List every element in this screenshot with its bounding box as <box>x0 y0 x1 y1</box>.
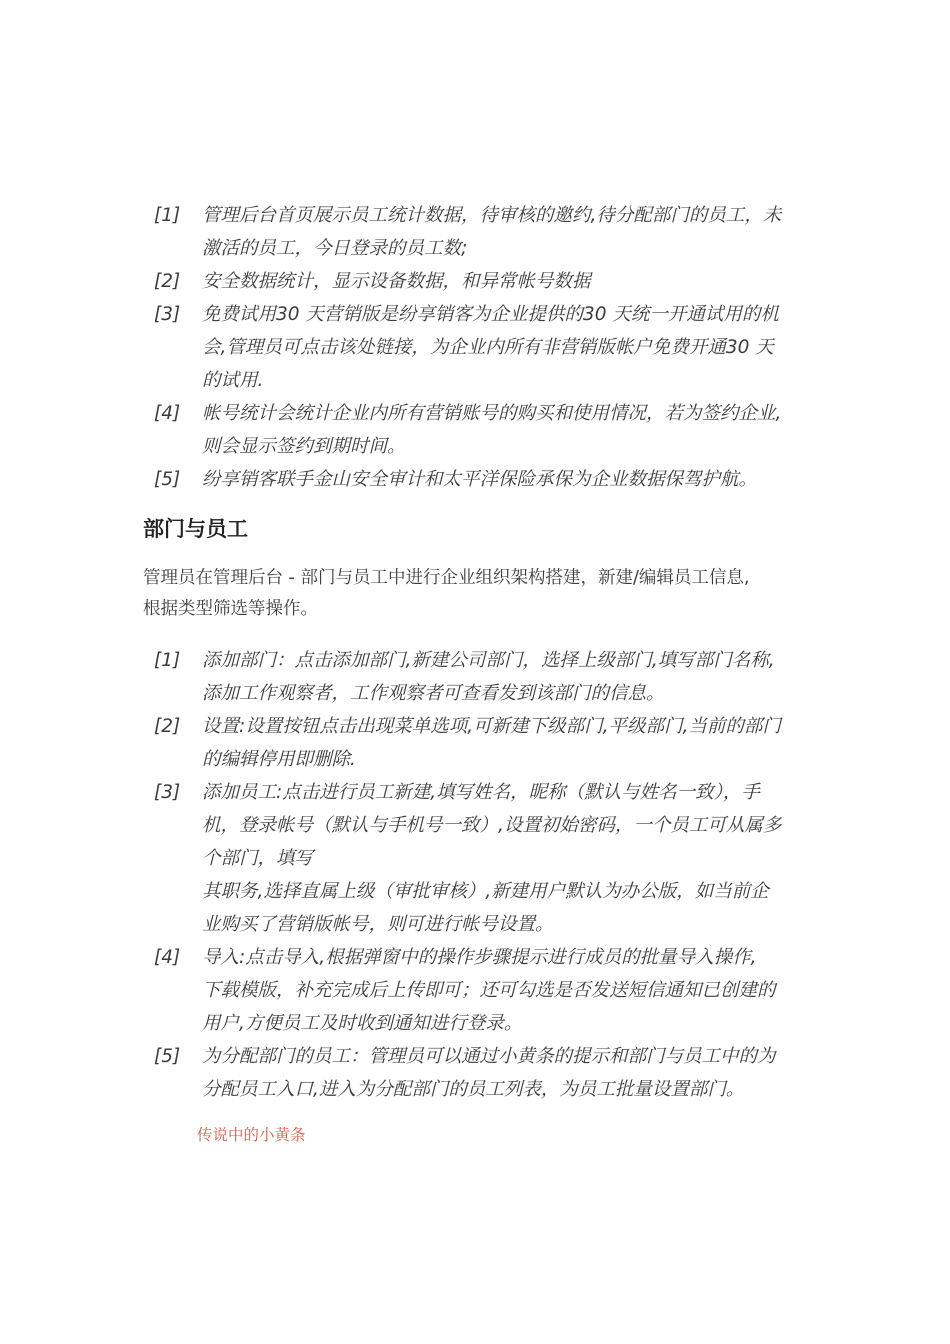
list-item <box>150 776 815 941</box>
list-item-text: 业购买了营销版帐号，则可进行帐号设置。 <box>202 914 554 935</box>
list-item-number: [2] <box>154 271 181 292</box>
list-item-text: 为分配部门的员工：管理员可以通过小黄条的提示和部门与员工中的为 <box>202 1046 776 1067</box>
list-item-text: 免费试用30 天营销版是纷享销客为企业提供的30 天统一开通试用的机 <box>202 304 779 325</box>
list-item-number: [5] <box>154 469 181 490</box>
list-item-text: 管理后台首页展示员工统计数据，待审核的邀约,待分配部门的员工，未 <box>202 205 782 226</box>
list-item-number: [3] <box>154 782 181 803</box>
list-item-number: [2] <box>154 716 181 737</box>
paragraph-line: 管理员在管理后台 - 部门与员工中进行企业组织架构搭建，新建/编辑员工信息, <box>143 568 750 588</box>
list-item-text: 的编辑停用即删除. <box>202 749 356 770</box>
list-item-text: 添加工作观察者，工作观察者可查看发到该部门的信息。 <box>202 683 665 704</box>
stats-notes-list <box>150 199 815 496</box>
list-item-text: 添加员工:点击进行员工新建,填写姓名，昵称（默认与姓名一致），手 <box>202 782 760 803</box>
list-item-text: 设置:设置按钮点击出现菜单选项,可新建下级部门,平级部门,当前的部门 <box>202 716 781 737</box>
list-item-text: 激活的员工，今日登录的员工数; <box>202 238 468 259</box>
list-item-text: 个部门，填写 <box>202 848 314 869</box>
list-item <box>150 644 815 710</box>
list-item <box>150 199 815 265</box>
list-item-text: 则会显示签约到期时间。 <box>202 436 406 457</box>
list-item <box>150 710 815 776</box>
list-item-text: 用户,方便员工及时收到通知进行登录。 <box>202 1013 523 1034</box>
list-item <box>150 397 815 463</box>
list-item-text: 的试用. <box>202 370 264 391</box>
list-item-text: 其职务,选择直属上级（审批审核）,新建用户默认为办公版，如当前企 <box>202 881 769 902</box>
list-item-number: [4] <box>154 947 181 968</box>
list-item-text: 导入:点击导入,根据弹窗中的操作步骤提示进行成员的批量导入操作, <box>202 947 757 968</box>
list-item-number: [4] <box>154 403 181 424</box>
list-item-number: [1] <box>154 205 181 226</box>
list-item <box>150 463 815 496</box>
list-item-text: 帐号统计会统计企业内所有营销账号的购买和使用情况，若为签约企业, <box>202 403 782 424</box>
paragraph-line: 根据类型筛选等操作。 <box>143 599 318 619</box>
list-item-text: 安全数据统计，显示设备数据，和异常帐号数据 <box>202 271 591 292</box>
section-heading: 部门与员工 <box>143 517 248 541</box>
list-item-text: 添加部门：点击添加部门,新建公司部门，选择上级部门,填写部门名称, <box>202 650 775 671</box>
list-item <box>150 298 815 397</box>
list-item-text: 下载模版，补充完成后上传即可；还可勾选是否发送短信通知已创建的 <box>202 980 776 1001</box>
list-item-number: [5] <box>154 1046 181 1067</box>
list-item <box>150 941 815 1040</box>
section-paragraph <box>143 563 815 625</box>
image-caption: 传说中的小黄条 <box>197 1126 306 1144</box>
list-item-text: 会,管理员可点击该处链接，为企业内所有非营销版帐户免费开通30 天 <box>202 337 774 358</box>
list-item-text: 分配员工入口,进入为分配部门的员工列表，为员工批量设置部门。 <box>202 1079 745 1100</box>
department-notes-list <box>150 644 815 1106</box>
list-item-number: [3] <box>154 304 181 325</box>
list-item <box>150 265 815 298</box>
list-item-number: [1] <box>154 650 181 671</box>
list-item-text: 机，登录帐号（默认与手机号一致）,设置初始密码，一个员工可从属多 <box>202 815 782 836</box>
list-item <box>150 1040 815 1106</box>
list-item-text: 纷享销客联手金山安全审计和太平洋保险承保为企业数据保驾护航。 <box>202 469 758 490</box>
